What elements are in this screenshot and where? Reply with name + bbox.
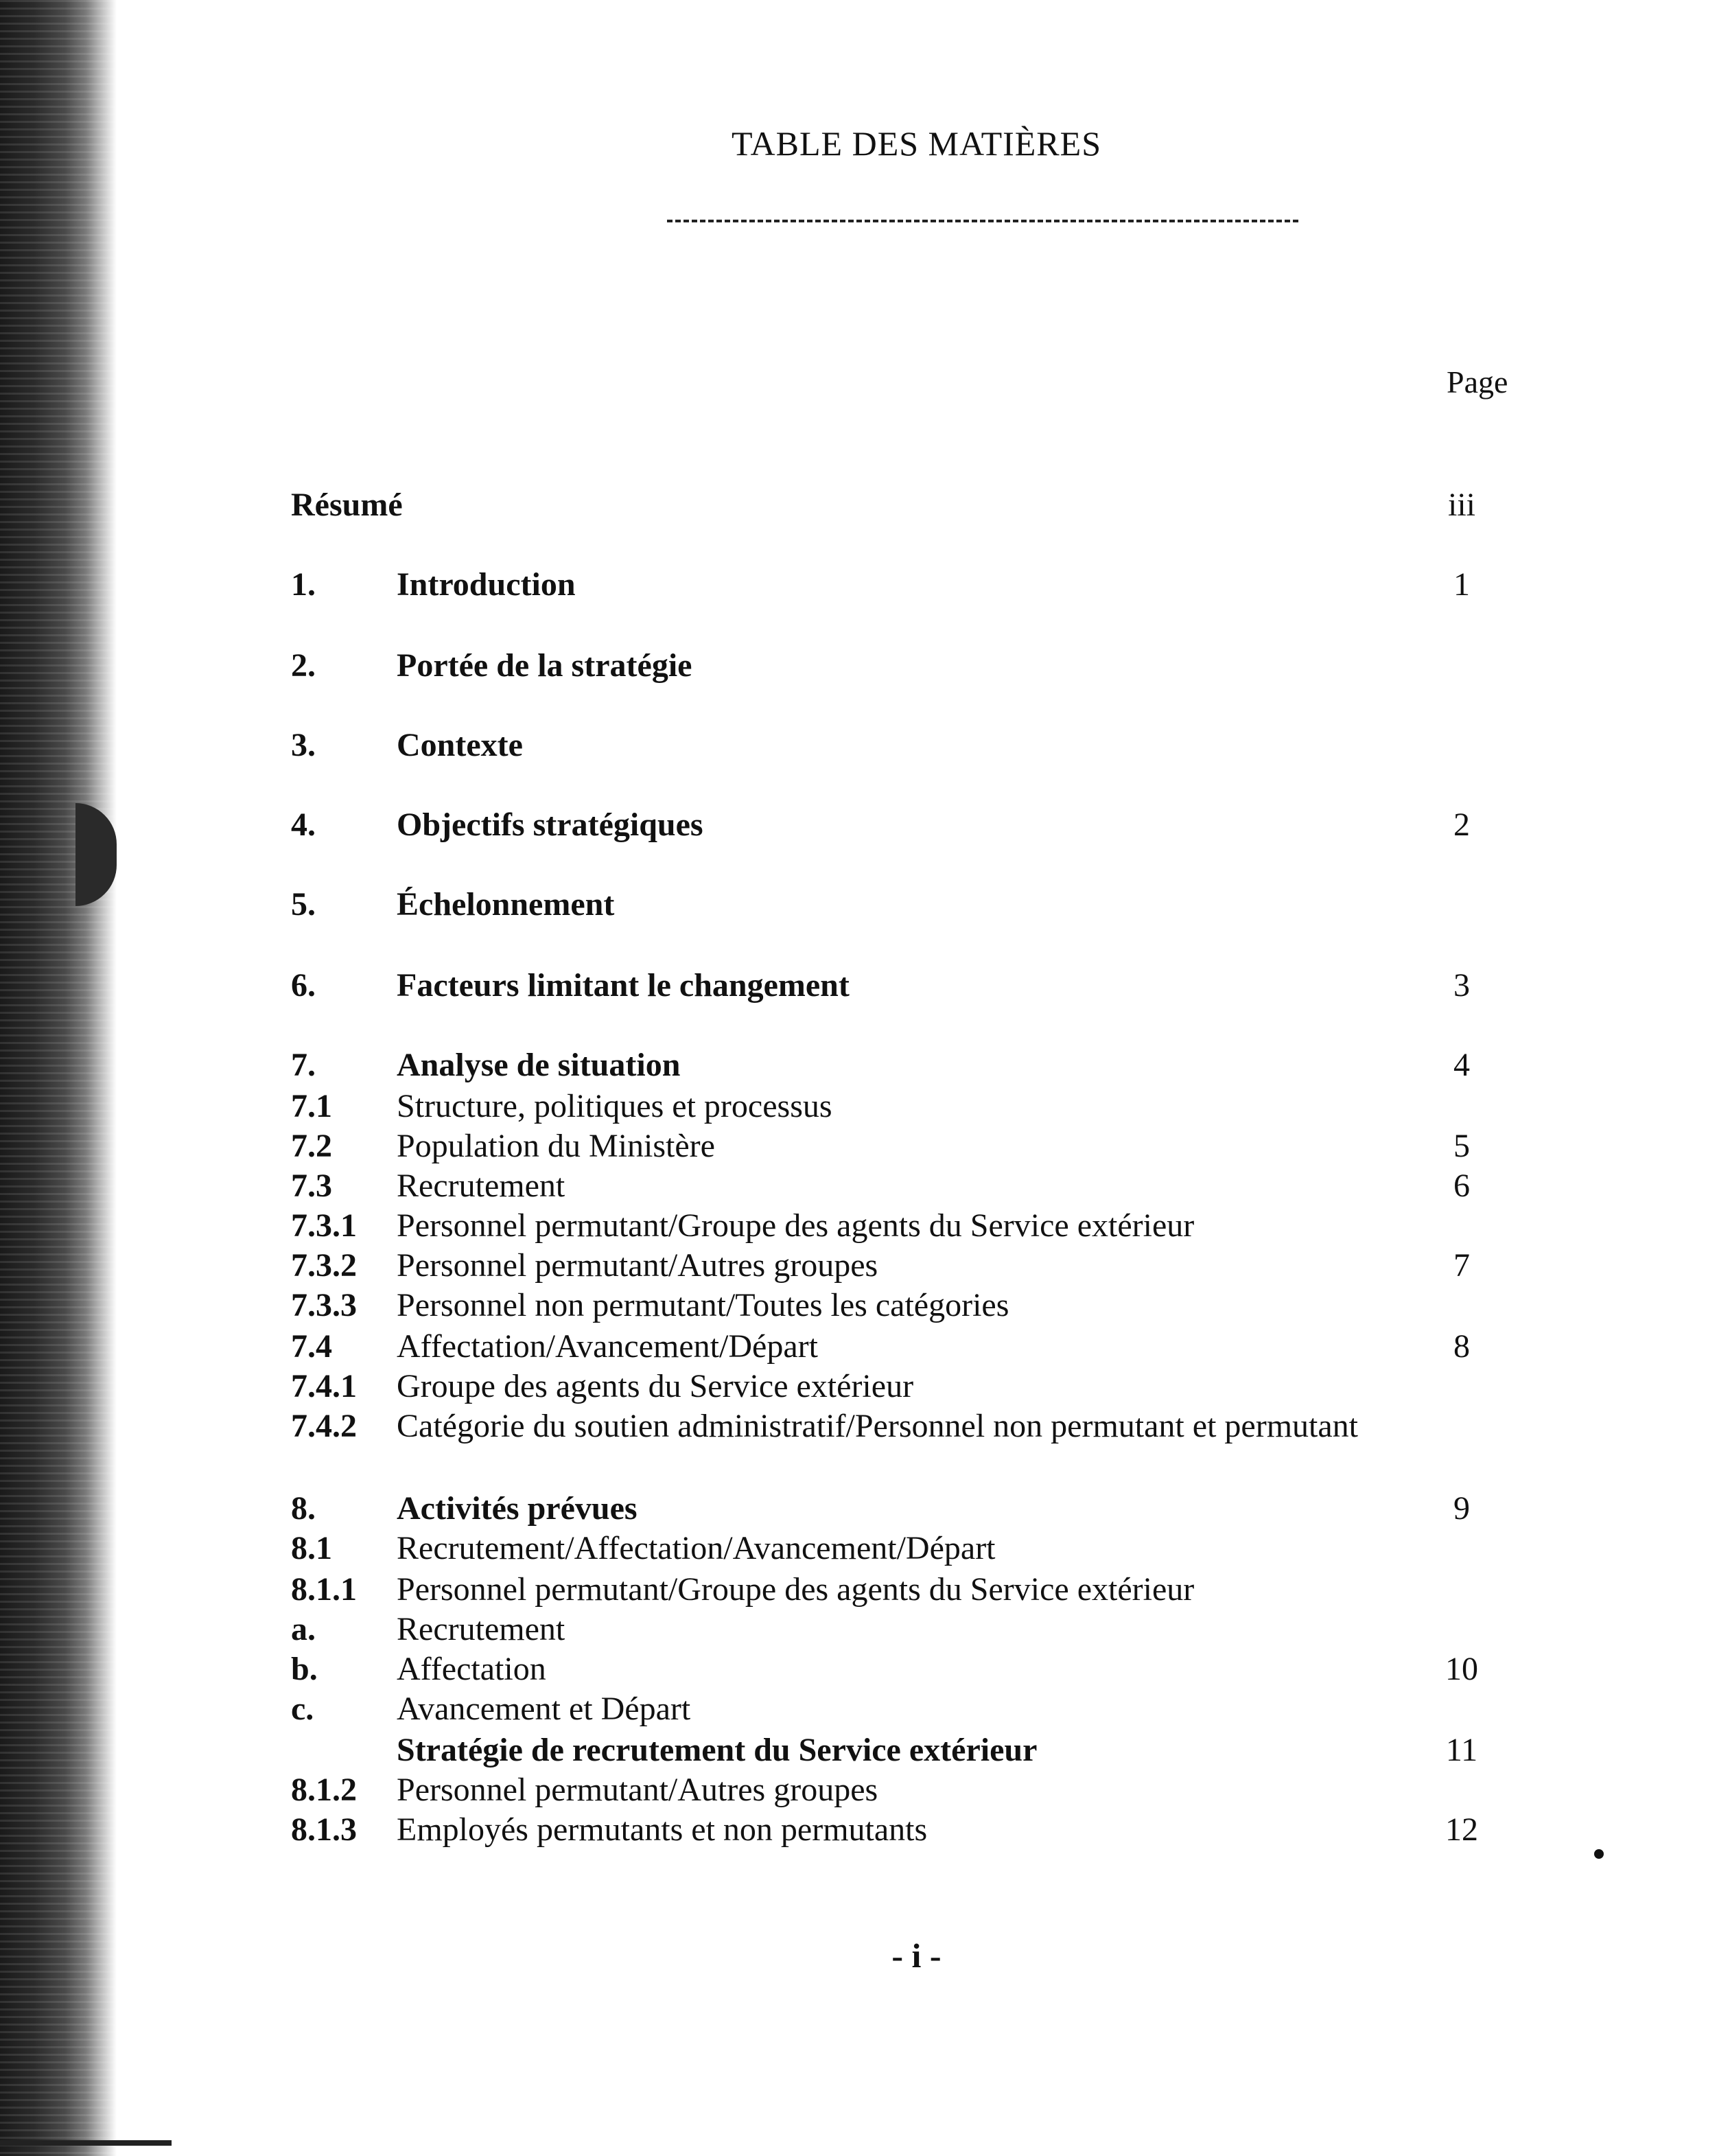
toc-entry-number: c. — [291, 1691, 314, 1727]
toc-entry-number: 6. — [291, 967, 316, 1004]
toc-entry-page: 6 — [1453, 1168, 1470, 1204]
toc-entry-title: Groupe des agents du Service extérieur — [397, 1368, 914, 1404]
toc-entry-title: Catégorie du soutien administratif/Personnel non permutant et permutant — [397, 1408, 1358, 1444]
toc-entry — [0, 1367, 1730, 1406]
toc-entry — [0, 1167, 1730, 1205]
toc-entry-number: 7.4 — [291, 1328, 332, 1365]
toc-entry-title: Personnel permutant/Groupe des agents du Service extérieur — [397, 1207, 1195, 1244]
toc-entry — [0, 1328, 1730, 1366]
toc-entry-title: Personnel permutant/Groupe des agents du Service extérieur — [397, 1571, 1195, 1608]
toc-entry — [0, 566, 1730, 604]
toc-entry-title: Population du Ministère — [397, 1128, 715, 1164]
toc-entry-title: Recrutement/Affectation/Avancement/Départ — [397, 1530, 996, 1566]
toc-entry — [0, 647, 1730, 685]
toc-entry-number: 8.1.2 — [291, 1772, 357, 1808]
toc-entry — [0, 486, 1730, 524]
toc-entry-number: 7.3 — [291, 1168, 332, 1204]
toc-entry-title: Avancement et Départ — [397, 1691, 691, 1727]
toc-entry — [0, 885, 1730, 924]
toc-entry — [0, 1247, 1730, 1285]
toc-entry-title: Employés permutants et non permutants — [397, 1811, 928, 1848]
toc-entry — [0, 1286, 1730, 1325]
toc-entry-title: Échelonnement — [397, 886, 615, 923]
toc-entry — [0, 966, 1730, 1005]
toc-entry — [0, 1490, 1730, 1528]
toc-entry-title: Portée de la stratégie — [397, 647, 692, 684]
toc-entry-page: 4 — [1453, 1047, 1470, 1083]
toc-entry — [0, 1650, 1730, 1689]
toc-entry-number: 7.2 — [291, 1128, 332, 1164]
toc-entry-number: 5. — [291, 886, 316, 923]
toc-entry-title: Structure, politiques et processus — [397, 1088, 832, 1124]
toc-entry-number: 4. — [291, 807, 316, 843]
toc-entry-page: iii — [1447, 487, 1475, 523]
toc-entry-title: Objectifs stratégiques — [397, 807, 703, 843]
toc-entry — [0, 1610, 1730, 1649]
toc-entry-title: Personnel permutant/Autres groupes — [397, 1247, 878, 1284]
toc-entry-number: 8.1.3 — [291, 1811, 357, 1848]
toc-entry-title: Activités prévues — [397, 1490, 638, 1527]
toc-entry-number: 7.3.3 — [291, 1287, 357, 1323]
toc-entry-page: 8 — [1453, 1328, 1470, 1365]
page-title: TABLE DES MATIÈRES — [732, 124, 1101, 163]
toc-entry-number: 8. — [291, 1490, 316, 1527]
toc-entry-page: 3 — [1453, 967, 1470, 1004]
toc-entry — [0, 806, 1730, 844]
toc-entry-page: 12 — [1445, 1811, 1478, 1848]
toc-entry-number: 8.1.1 — [291, 1571, 357, 1608]
toc-entry-title: Analyse de situation — [397, 1047, 681, 1083]
toc-entry — [0, 1690, 1730, 1728]
toc-entry — [0, 1731, 1730, 1770]
toc-entry-title: Introduction — [397, 566, 576, 603]
toc-entry-number: 1. — [291, 566, 316, 603]
toc-entry-title: Résumé — [291, 487, 403, 523]
toc-entry-number: 7.4.1 — [291, 1368, 357, 1404]
toc-entry-page: 10 — [1445, 1651, 1478, 1687]
toc-entry-title: Stratégie de recrutement du Service extérieur — [397, 1732, 1038, 1768]
toc-entry-number: 3. — [291, 727, 316, 763]
toc-entry — [0, 1087, 1730, 1126]
toc-entry — [0, 1207, 1730, 1245]
toc-entry — [0, 1529, 1730, 1568]
toc-entry-number: 7.4.2 — [291, 1408, 357, 1444]
toc-entry-title: Recrutement — [397, 1611, 565, 1647]
toc-entry-page: 11 — [1445, 1732, 1478, 1768]
toc-entry-title: Affectation/Avancement/Départ — [397, 1328, 818, 1365]
toc-entry — [0, 1570, 1730, 1609]
toc-entry — [0, 1046, 1730, 1085]
toc-entry-title: Affectation — [397, 1651, 546, 1687]
toc-entry-number: 7.3.2 — [291, 1247, 357, 1284]
toc-entry — [0, 1771, 1730, 1809]
toc-entry-number: 7.3.1 — [291, 1207, 357, 1244]
toc-entry-title: Personnel permutant/Autres groupes — [397, 1772, 878, 1808]
title-dashed-rule — [667, 220, 1298, 222]
toc-entry-number: 8.1 — [291, 1530, 332, 1566]
toc-entry-title: Facteurs limitant le changement — [397, 967, 850, 1004]
toc-entry-page: 5 — [1453, 1128, 1470, 1164]
toc-entry-page: 7 — [1453, 1247, 1470, 1284]
toc-entry — [0, 1811, 1730, 1849]
scan-edge-mark — [0, 2140, 172, 2146]
toc-entry-number: 7.1 — [291, 1088, 332, 1124]
toc-entry-page: 2 — [1453, 807, 1470, 843]
toc-entry-number: 7. — [291, 1047, 316, 1083]
toc-entry-number: 2. — [291, 647, 316, 684]
toc-entry-number: a. — [291, 1611, 316, 1647]
toc-entry-title: Contexte — [397, 727, 523, 763]
page-column-heading: Page — [1447, 364, 1508, 399]
toc-entry-title: Recrutement — [397, 1168, 565, 1204]
toc-entry-number: b. — [291, 1651, 318, 1687]
toc-entry-page: 9 — [1453, 1490, 1470, 1527]
toc-entry — [0, 1127, 1730, 1166]
toc-entry — [0, 1407, 1730, 1446]
toc-entry-page: 1 — [1453, 566, 1470, 603]
toc-entry-title: Personnel non permutant/Toutes les catégories — [397, 1287, 1009, 1323]
scan-speck — [1594, 1849, 1604, 1859]
toc-entry — [0, 726, 1730, 765]
page-number-footer: - i - — [891, 1936, 942, 1975]
